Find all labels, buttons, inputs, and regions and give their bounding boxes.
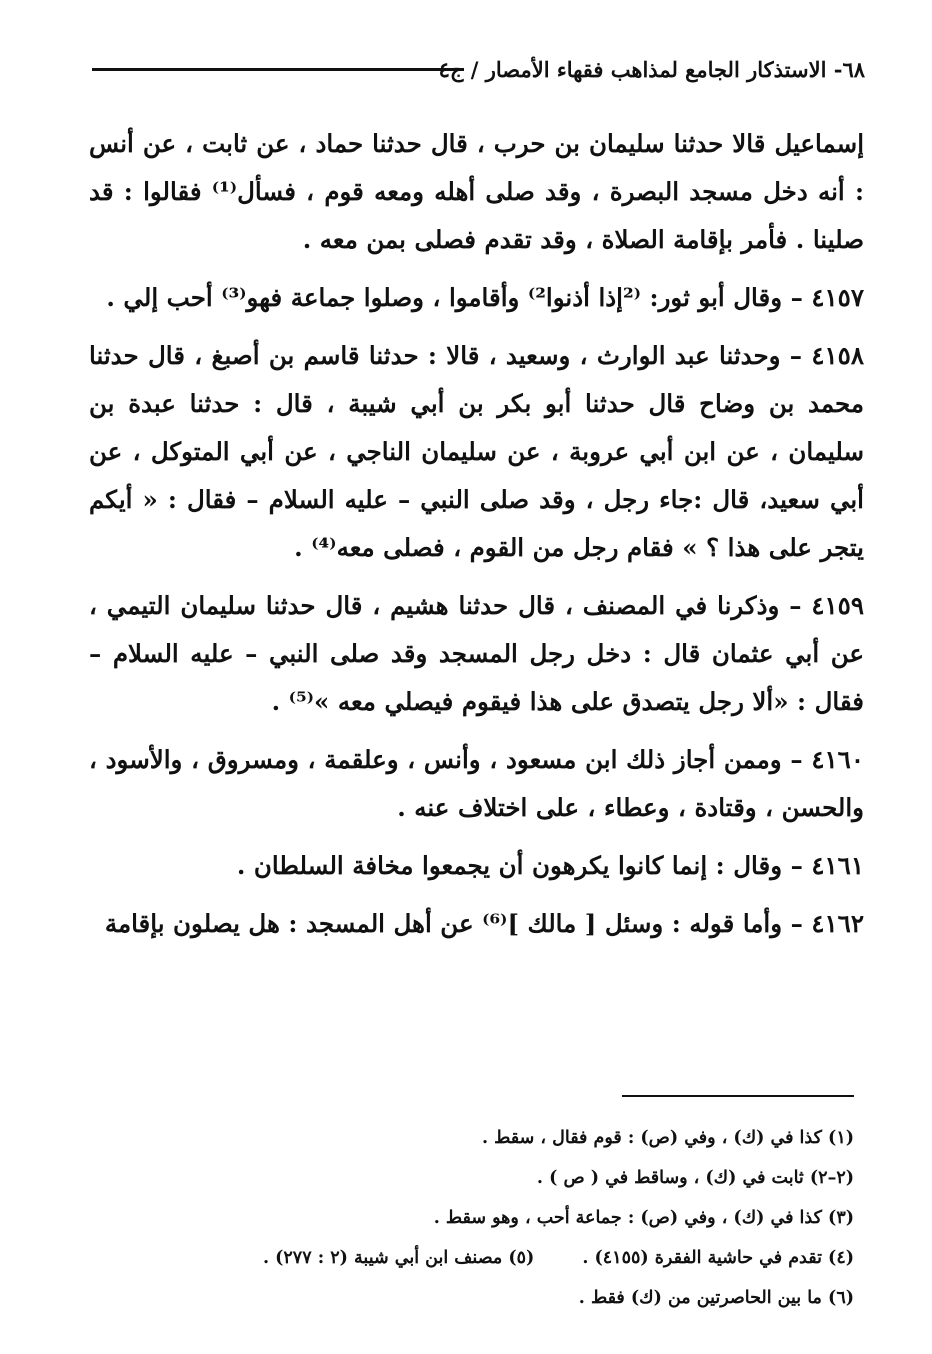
footnote-4: (٤) تقدم في حاشية الفقرة (٤١٥٥) . xyxy=(582,1248,854,1268)
footnote-separator xyxy=(622,1095,854,1097)
footnote-3: (٣) كذا في (ك) ، وفي (ص) : جماعة أحب ، وهو سقط . xyxy=(433,1208,854,1228)
footnote-1: (١) كذا في (ك) ، وفي (ص) : قوم فقال ، سقط . xyxy=(482,1128,854,1148)
paragraph-4159: ٤١٥٩ – وذكرنا في المصنف ، قال حدثنا هشيم ، قال حدثنا سليمان التيمي ، عن أبي عثمان قال : دخل رجل المسجد وقد صلى النبي – عليه السلام – فقال : «ألا رجل يتصدق على هذا فيقوم فيصلي معه »⁽⁵⁾ . xyxy=(89,591,864,716)
footnote-5: (٥) مصنف ابن أبي شيبة (٢ : ٢٧٧) . xyxy=(262,1248,535,1268)
paragraph-4158: ٤١٥٨ – وحدثنا عبد الوارث ، وسعيد ، قالا : حدثنا قاسم بن أصبغ ، قال حدثنا محمد بن وضاح قال حدثنا أبو بكر بن أبي شيبة ، قال : حدثنا عبدة بن سليمان ، عن ابن أبي عروبة ، عن سليمان الناجي ، عن أبي المتوكل ، عن أبي سعيد، قال :جاء رجل ، وقد صلى النبي – عليه السلام – فقال : « أيكم يتجر على هذا ؟ » فقام رجل من القوم ، فصلى معه⁽⁴⁾ . xyxy=(89,341,864,562)
header-rule xyxy=(92,68,464,71)
paragraph-4157: ٤١٥٧ – وقال أبو ثور: ⁽²إذا أذنوا²⁾ وأقاموا ، وصلوا جماعة فهو⁽³⁾ أحب إلي . xyxy=(106,283,864,312)
footnote-2: (٢–٢) ثابت في (ك) ، وساقط في ( ص ) . xyxy=(536,1168,854,1188)
footnote-6: (٦) ما بين الحاصرتين من (ك) فقط . xyxy=(578,1288,854,1308)
footnote-row-4-5 xyxy=(154,1238,854,1278)
header-title: ٦٨- الاستذكار الجامع لمذاهب فقهاء الأمصار / ج٤ xyxy=(438,56,865,82)
footnotes xyxy=(154,1118,854,1318)
paragraph-4162: ٤١٦٢ – وأما قوله : وسئل [ مالك ]⁽⁶⁾ عن أهل المسجد : هل يصلون بإقامة xyxy=(104,909,864,938)
paragraph-4160: ٤١٦٠ – وممن أجاز ذلك ابن مسعود ، وأنس ، وعلقمة ، ومسروق ، والأسود ، والحسن ، وقتادة ، وعطاء ، على اختلاف عنه . xyxy=(89,745,864,822)
paragraph-4161: ٤١٦١ – وقال : إنما كانوا يكرهون أن يجمعوا مخافة السلطان . xyxy=(236,851,864,880)
main-text xyxy=(89,120,864,948)
paragraph-continuation: إسماعيل قالا حدثنا سليمان بن حرب ، قال حدثنا حماد ، عن ثابت ، عن أنس : أنه دخل مسجد البصرة ، وقد صلى أهله ومعه قوم ، فسأل⁽¹⁾ فقالوا : قد صلينا . فأمر بإقامة الصلاة ، وقد تقدم فصلى بمن معه . xyxy=(89,129,864,254)
